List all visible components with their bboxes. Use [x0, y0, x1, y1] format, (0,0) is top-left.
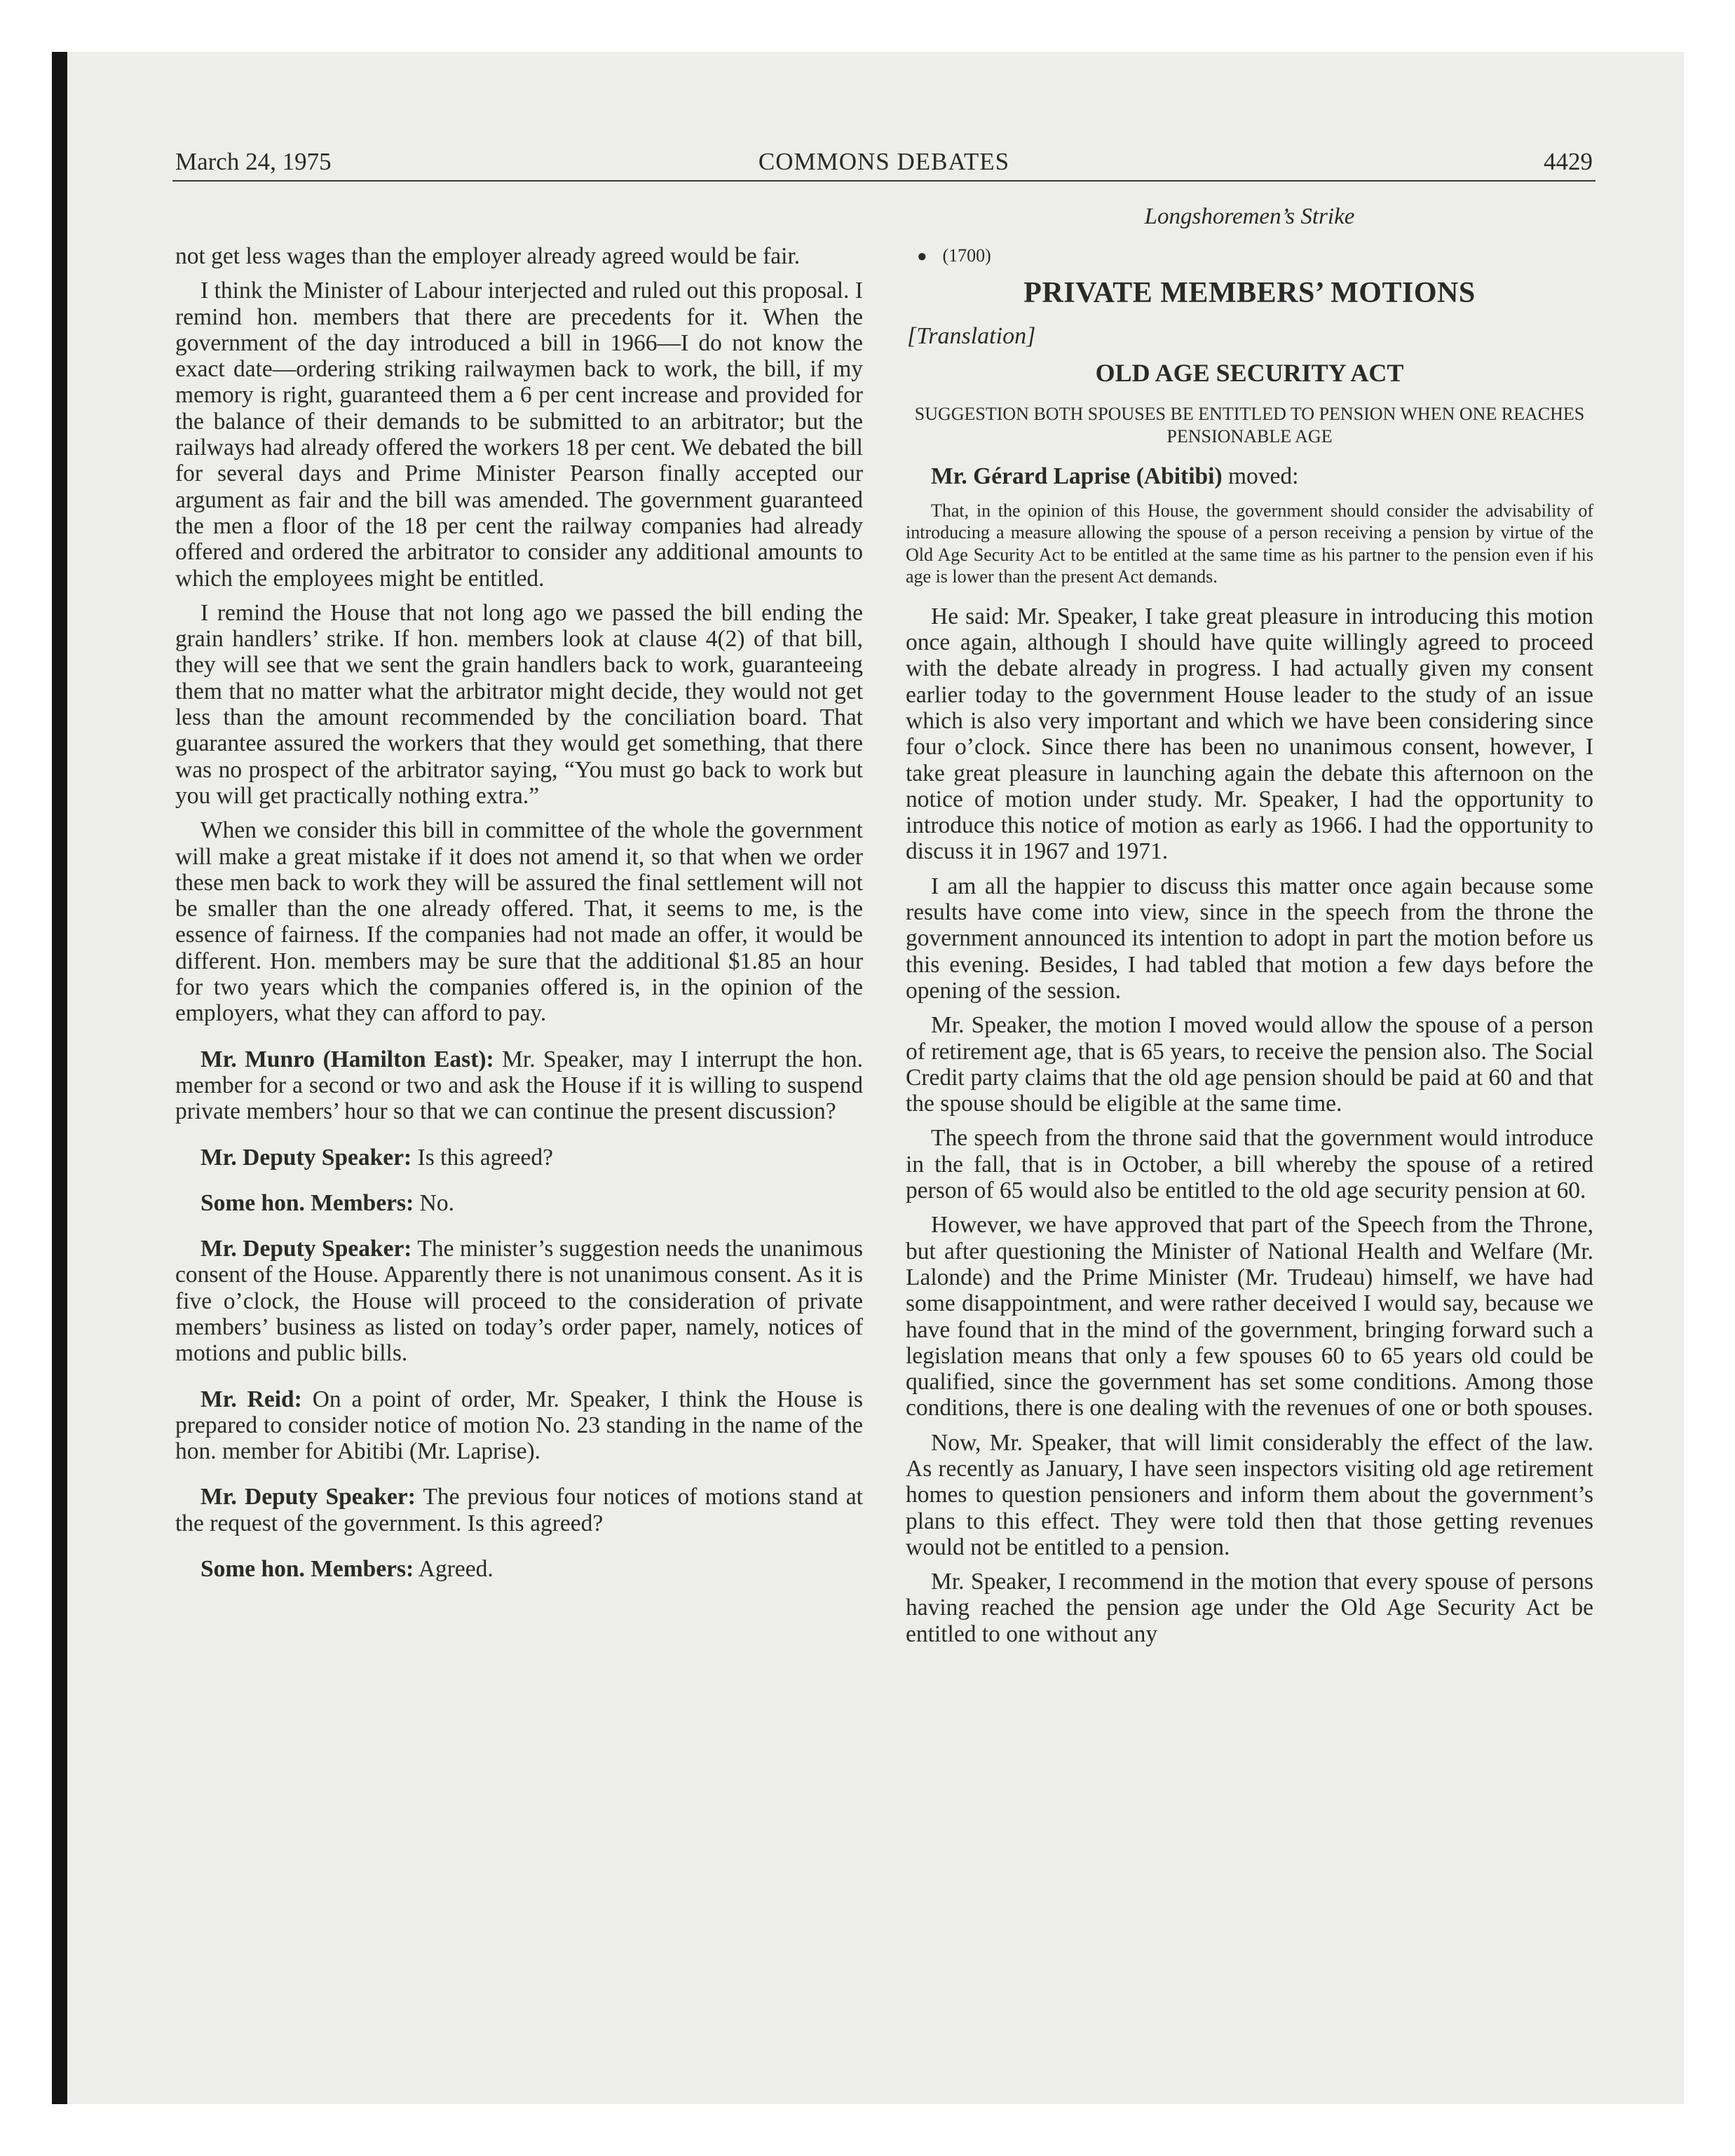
mover-name: Mr. Gérard Laprise (Abitibi) — [931, 463, 1223, 490]
paragraph: I think the Minister of Labour interjected and ruled out this proposal. I remind hon. members that there are precedents for it. When the government of the day introduced a bill in 1966—I do not know the exact date—ordering striking railwaymen back to work, the bill, if my memory is right, guaranteed them a 6 per cent increase and provided for the balance of their demands to be submitted to an arbitrator; but the railways had already offered the workers 18 per cent. We debated the bill for several days and Prime Minister Pearson finally accepted our argument as fair and the bill was amended. The government guaranteed the men a floor of the 18 per cent the railway companies had already offered and ordered the arbitrator to consider any additional amounts to which the employees might be entitled. — [175, 278, 863, 592]
page-header — [172, 144, 1595, 182]
paragraph: Mr. Speaker, I recommend in the motion that every spouse of persons having reached the pension age under the Old Age Security Act be entitled to one without any — [906, 1569, 1593, 1647]
time-marker — [917, 243, 1593, 270]
right-column — [906, 204, 1593, 1656]
speaker-name: Some hon. Members: — [200, 1556, 414, 1583]
running-head: Longshoremen’s Strike — [1144, 204, 1355, 229]
time-marker-text: (1700) — [942, 245, 991, 266]
speaker-name: Mr. Deputy Speaker: — [200, 1484, 416, 1510]
speaker-name: Some hon. Members: — [200, 1189, 414, 1216]
paragraph: I am all the happier to discuss this matter once again because some results have come into view, since in the speech from the throne the government announced its intention to adopt in part the motion before us this evening. Besides, I had tabled that motion a few days before the opening of the session. — [906, 873, 1593, 1004]
paragraph: When we consider this bill in committee of the whole the government will make a great mistake if it does not amend it, so that when we order these men back to work they will be assured the final settlement will not be smaller than the one already offered. That, it seems to me, is the essence of fairness. If the companies had not made an offer, it would be different. Hon. members may be sure that the additional $1.85 an hour for two years which the companies offered is, in the opinion of the employers, what they can afford to pay. — [175, 817, 863, 1027]
mover-line — [906, 463, 1593, 489]
speech — [175, 1386, 863, 1465]
paragraph: not get less wages than the employer already agreed would be fair. — [175, 243, 801, 269]
section-title: PRIVATE MEMBERS’ MOTIONS — [1023, 276, 1476, 309]
speech-text: On a point of order, Mr. Speaker, I think the House is prepared to consider notice of motion No. 23 standing in the name of the hon. member for Abitibi (Mr. Laprise). — [175, 1386, 863, 1465]
speech-text: Mr. Speaker, may I interrupt the hon. member for a second or two and ask the House if it is willing to suspend private members’ hour so that we can continue the present discussion? — [175, 1046, 863, 1125]
paragraph: I remind the House that not long ago we passed the bill ending the grain handlers’ strike. If hon. members look at clause 4(2) of that bill, they will see that we sent the grain handlers back to work, guaranteeing them that no matter what the arbitrator might decide, they would not get less than the amount recommended by the conciliation board. That guarantee assured the workers that they would get something, that there was no prospect of the arbitrator saying, “You must go back to work but you will get practically nothing extra.” — [175, 599, 863, 809]
header-page-number: 4429 — [1544, 148, 1593, 175]
speech — [175, 1190, 863, 1216]
paragraph: However, we have approved that part of the Speech from the Throne, but after questioning the Minister of National Health and Welfare (Mr. Lalonde) and the Prime Minister (Mr. Trudeau) himself, we have had some disappointment, and were rather deceived I would say, because we have found that in the mind of the government, bringing forward such a legislation means that only a few spouses 60 to 65 years old could be qualified, since the government has set some conditions. Among those conditions, there is one dealing with the revenues of one or both spouses. — [906, 1212, 1593, 1421]
left-column — [175, 243, 863, 1590]
speech — [175, 1046, 863, 1125]
speaker-name: Mr. Deputy Speaker: — [200, 1144, 412, 1171]
speech-text: No. — [414, 1189, 454, 1216]
motion-text: That, in the opinion of this House, the government should consider the advisability of introducing a measure allowing the spouse of a person receiving a pension by virtue of the Old Age Security Act to be entitled at the same time as his partner to the pension even if his age is lower than the present Act demands. — [906, 500, 1593, 587]
speech-text: Agreed. — [414, 1556, 494, 1583]
header-date: March 24, 1975 — [175, 148, 332, 175]
speech-text: The previous four notices of motions stand at the request of the government. Is this agreed? — [175, 1484, 863, 1536]
bullet-icon: ● — [917, 247, 927, 266]
header-title: COMMONS DEBATES — [758, 148, 1010, 175]
act-title: OLD AGE SECURITY ACT — [1095, 359, 1404, 388]
speaker-name: Mr. Munro (Hamilton East): — [200, 1046, 494, 1072]
paragraph: Mr. Speaker, the motion I moved would allow the spouse of a person of retirement age, that is 65 years, to receive the pension also. The Social Credit party claims that the old age pension should be paid at 60 and that the spouse should be eligible at the same time. — [906, 1012, 1593, 1117]
paragraph: The speech from the throne said that the government would introduce in the fall, that is in October, a bill whereby the spouse of a retired person of 65 would also be entitled to the old age security pension at 60. — [906, 1125, 1593, 1204]
paragraph: He said: Mr. Speaker, I take great pleasure in introducing this motion once again, although I should have quite willingly agreed to proceed with the debate already in progress. I had actually given my consent earlier today to the government House leader to the study of an issue which is also very important and which we have been considering since four o’clock. Since there has been no unanimous consent, however, I take great pleasure in launching again the debate this afternoon on the notice of motion under study. Mr. Speaker, I had the opportunity to introduce this notice of motion as early as 1966. I had the opportunity to discuss it in 1967 and 1971. — [906, 603, 1593, 865]
speech — [175, 1484, 863, 1536]
speech — [175, 1236, 863, 1366]
speech — [175, 1145, 863, 1171]
speech-text: The minister’s suggestion needs the unanimous consent of the House. Apparently there is not unanimous consent. As it is five o’clock, the House will proceed to the consideration of private members’ business as listed on today’s order paper, namely, notices of motions and public bills. — [175, 1236, 863, 1367]
mover-text: moved: — [1222, 463, 1299, 490]
paragraph: Now, Mr. Speaker, that will limit considerably the effect of the law. As recently as January, I have seen inspectors visiting old age retirement homes to question pensioners and inform them about the government’s plans to this effect. They were told then that those getting revenues would not be entitled to a pension. — [906, 1429, 1593, 1560]
speaker-name: Mr. Reid: — [200, 1386, 302, 1412]
translation-note: [Translation] — [907, 322, 1036, 349]
speech-text: Is this agreed? — [411, 1144, 554, 1171]
speech — [175, 1556, 863, 1582]
document-page — [172, 144, 1595, 1647]
speaker-name: Mr. Deputy Speaker: — [200, 1236, 412, 1262]
motion-subtitle: SUGGESTION BOTH SPOUSES BE ENTITLED TO PENSION WHEN ONE REACHES PENSIONABLE AGE — [914, 404, 1585, 447]
